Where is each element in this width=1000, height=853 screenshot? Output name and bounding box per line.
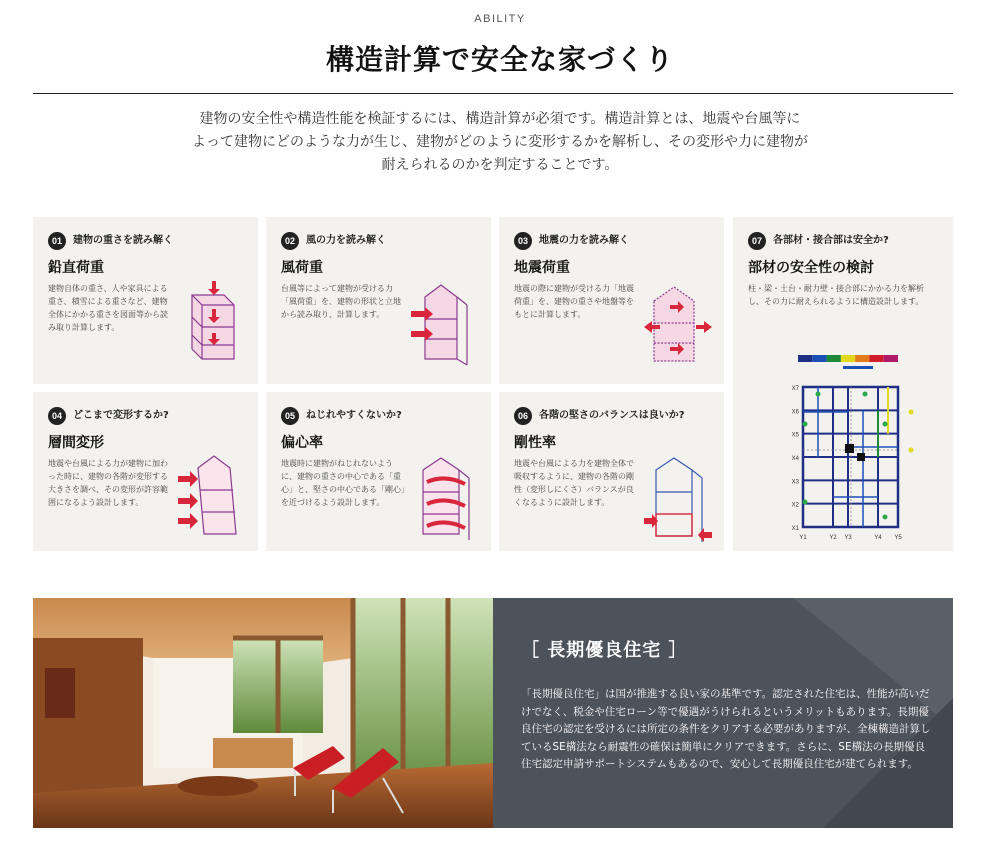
card-question: 風の力を読み解く: [306, 235, 386, 246]
support-marker: [803, 422, 808, 427]
card-description: 地震や台風による力が建物に加わった時に、建物の各階が変形する大きさを調べ、その変形が許容範囲になるよう設計します。: [48, 459, 168, 507]
center-of-rigidity-marker: [857, 453, 865, 461]
feature-heading: ［ 長期優良住宅 ］: [521, 640, 688, 661]
card-heading: 部材の安全性の検討: [748, 260, 874, 276]
card-description: 台風等によって建物が受ける力「風荷重」を、建物の形状と立地から読み取り、計算します。: [281, 284, 401, 319]
y-axis-label: X4: [791, 456, 799, 462]
seismic-load-house-icon: [644, 277, 712, 367]
color-scale-segment: [827, 355, 841, 362]
y-axis-label: X2: [791, 502, 799, 509]
support-marker: [909, 410, 914, 415]
color-scale-segment: [798, 355, 812, 362]
support-marker: [816, 392, 821, 397]
y-axis-label: X3: [791, 479, 799, 486]
x-axis-label: Y1: [799, 535, 807, 541]
support-marker: [883, 515, 888, 520]
color-scale-segment: [812, 355, 826, 362]
color-scale-segment: [884, 355, 898, 362]
card-description: 建物自体の重さ、人や家具による重さ、積雪による重さなど、建物全体にかかる重さを図面等から読み取り計算します。: [48, 284, 168, 332]
support-marker: [863, 392, 868, 397]
intro-line: よって建物にどのような力が生じ、建物がどのように変形するかを解析し、その変形や力に建物が: [192, 134, 808, 150]
intro-line: 耐えられるのかを判定することです。: [381, 157, 619, 173]
support-marker: [803, 500, 808, 505]
x-axis-label: Y4: [874, 535, 882, 541]
card-question: ねじれやすくないか?: [306, 410, 402, 421]
support-marker: [883, 422, 888, 427]
card-number: 07: [748, 232, 766, 250]
card-story-drift: [33, 392, 258, 551]
y-axis-label: X7: [791, 386, 799, 392]
y-axis-label: X5: [791, 432, 799, 439]
card-wind-load: [266, 217, 491, 384]
card-number: 02: [281, 232, 299, 250]
scale-legend-mark: [843, 366, 873, 369]
card-description: 地震時に建物がねじれないように、建物の重さの中心である「重心」と、堅さの中心である「剛心」を近づけるよう設計します。: [281, 459, 405, 507]
structure-stress-diagram: [773, 352, 943, 547]
y-axis-label: X1: [791, 526, 799, 532]
interior-living-room-photo: [33, 598, 493, 828]
wind-load-house-icon: [411, 277, 479, 367]
card-number: 05: [281, 407, 299, 425]
stiffness-ratio-house-icon: [644, 452, 712, 542]
intro-text: [150, 108, 850, 177]
card-eccentricity: [266, 392, 491, 551]
eyebrow: ABILITY: [474, 13, 526, 25]
intro-line: 建物の安全性や構造性能を検証するには、構造計算が必須です。構造計算とは、地震や台風等に: [199, 111, 801, 127]
member-safety-grid-icon: [773, 352, 943, 547]
title-divider: [33, 93, 953, 94]
card-question: どこまで変形するか?: [73, 410, 169, 421]
card-seismic-load: [499, 217, 724, 384]
feature-text: 「長期優良住宅」は国が推進する良い家の基準です。認定された住宅は、性能が高いだけでなく、税金や住宅ローン等で優遇がうけられるというメリットもあります。長期優良住宅の認定を受けるには所定の条件をクリアする必要がありますが、全棟構造計算しているSE構法なら耐震性の確保は簡単にクリアできます。さらに、SE構法の長期優良住宅認定申請サポートシステムもあるので、安心して長期優良住宅が建てられます。: [521, 688, 931, 770]
y-axis-label: X6: [791, 409, 799, 416]
card-question: 各階の堅さのバランスは良いか?: [539, 410, 685, 421]
card-number: 06: [514, 407, 532, 425]
vertical-load-house-icon: [178, 277, 246, 367]
card-number: 04: [48, 407, 66, 425]
color-scale-segment: [869, 355, 883, 362]
card-description: 地震や台風による力を建物全体で吸収するように、建物の各階の剛性（変形しにくさ）バランスが良くなるように設計します。: [514, 459, 634, 507]
x-axis-label: Y2: [829, 535, 837, 541]
center-of-gravity-marker: [845, 444, 854, 453]
card-heading: 層間変形: [48, 435, 104, 451]
card-number: 03: [514, 232, 532, 250]
story-drift-house-icon: [178, 452, 246, 542]
card-question: 地震の力を読み解く: [539, 235, 629, 246]
card-heading: 剛性率: [514, 435, 556, 451]
eccentricity-house-icon: [411, 452, 479, 542]
color-scale-segment: [855, 355, 869, 362]
card-heading: 鉛直荷重: [48, 260, 104, 276]
card-question: 建物の重さを読み解く: [73, 235, 173, 246]
support-marker: [909, 448, 914, 453]
card-heading: 偏心率: [281, 435, 323, 451]
interior-photo-drawing: [33, 598, 493, 828]
card-question: 各部材・接合部は安全か?: [773, 235, 889, 246]
long-term-housing-panel: [493, 598, 953, 828]
x-axis-label: Y3: [844, 535, 852, 541]
page-title: 構造計算で安全な家づくり: [325, 43, 674, 76]
card-number: 01: [48, 232, 66, 250]
card-member-safety: [733, 217, 953, 551]
card-stiffness-ratio: [499, 392, 724, 551]
card-description: 地震の際に建物が受ける力「地震荷重」を、建物の重さや地盤等をもとに計算します。: [514, 284, 634, 319]
card-description: 柱・梁・土台・耐力壁・接合部にかかる力を解析し、その力に耐えられるように構造設計します。: [748, 284, 924, 306]
card-heading: 風荷重: [281, 260, 323, 276]
card-vertical-load: [33, 217, 258, 384]
color-scale-segment: [841, 355, 855, 362]
x-axis-label: Y5: [894, 535, 902, 541]
card-heading: 地震荷重: [514, 260, 570, 276]
